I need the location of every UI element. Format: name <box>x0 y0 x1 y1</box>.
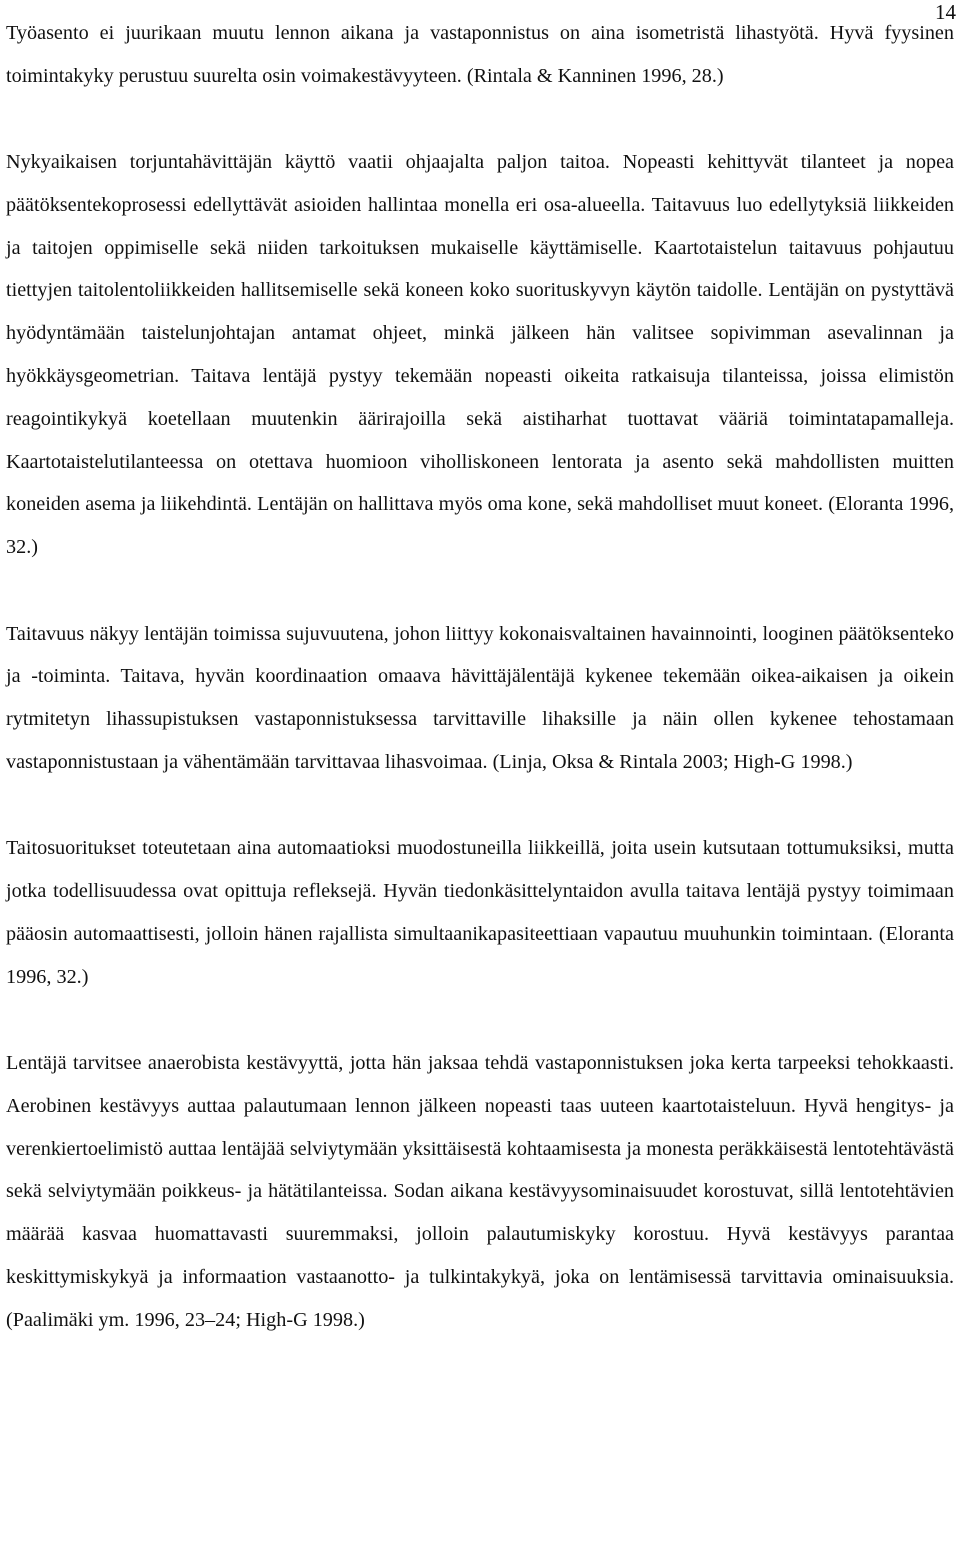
page-number: 14 <box>935 0 956 24</box>
body-text <box>6 12 954 1342</box>
paragraph-1: Työasento ei juurikaan muutu lennon aikana ja vastaponnistus on aina isometristä lihastyötä. Hyvä fyysinen toimintakyky perustuu suurelta osin voimakestävyyteen. (Rintala & Kanninen 1996, 28.) <box>6 22 954 87</box>
paragraph-2: Nykyaikaisen torjuntahävittäjän käyttö vaatii ohjaajalta paljon taitoa. Nopeasti kehittyvät tilanteet ja nopea päätöksentekoprosessi edellyttävät asioiden hallintaa monella eri osa-alueella. Taitavuus luo edellytyksiä liikkeiden ja taitojen oppimiselle sekä niiden tarkoituksen mukaiselle käyttämiselle. Kaartotaistelun taitavuus pohjautuu tiettyjen taitolentoliikkeiden hallitsemiselle sekä koneen koko suorituskyvyn käytön taidolle. Lentäjän on pystyttävä hyödyntämään taistelunjohtajan antamat ohjeet, minkä jälkeen hän valitsee sopivimman asevalinnan ja hyökkäysgeometrian. Taitava lentäjä pystyy tekemään nopeasti oikeita ratkaisuja tilanteissa, joissa elimistön reagointikykyä koetellaan muutenkin äärirajoilla sekä aistiharhat tuottavat vääriä toimintatapamalleja. Kaartotaistelutilanteessa on otettava huomioon viholliskoneen lentorata ja asento sekä mahdollisten muitten koneiden asema ja liikehdintä. Lentäjän on hallittava myös oma kone, sekä mahdolliset muut koneet. (Eloranta 1996, 32.) <box>6 151 954 559</box>
paragraph-3: Taitavuus näkyy lentäjän toimissa sujuvuutena, johon liittyy kokonaisvaltainen havainnointi, looginen päätöksenteko ja -toiminta. Taitava, hyvän koordinaation omaava hävittäjälentäjä kykenee tekemään oikea-aikaisen ja oikein rytmitetyn lihassupistuksen vastaponnistuksessa tarvittaville lihaksille ja näin ollen kykenee tehostamaan vastaponnistustaan ja vähentämään tarvittavaa lihasvoimaa. (Linja, Oksa & Rintala 2003; High-G 1998.) <box>6 622 954 773</box>
paragraph-5: Lentäjä tarvitsee anaerobista kestävyyttä, jotta hän jaksaa tehdä vastaponnistuksen joka kerta tarpeeksi tehokkaasti. Aerobinen kestävyys auttaa palautumaan lennon jälkeen nopeasti taas uuteen kaartotaisteluun. Hyvä hengitys- ja verenkiertoelimistö auttaa lentäjää selviytymään yksittäisestä kohtaamisesta ja monesta peräkkäisestä lentotehtävästä sekä selviytymään poikkeus- ja hätätilanteissa. Sodan aikana kestävyysominaisuudet korostuvat, sillä lentotehtävien määrää kasvaa huomattavasti suuremmaksi, jolloin palautumiskyky korostuu. Hyvä kestävyys parantaa keskittymiskykyä ja informaation vastaanotto- ja tulkintakykyä, joka on lentämisessä tarvittavia ominaisuuksia. (Paalimäki ym. 1996, 23–24; High-G 1998.) <box>6 1051 954 1331</box>
paragraph-4: Taitosuoritukset toteutetaan aina automaatioksi muodostuneilla liikkeillä, joita usein kutsutaan tottumuksiksi, mutta jotka todellisuudessa ovat opittuja refleksejä. Hyvän tiedonkäsittelyntaidon avulla taitava lentäjä pystyy toimimaan pääosin automaattisesti, jolloin hänen rajallista simultaanikapasiteettiaan vapautuu muuhunkin toimintaan. (Eloranta 1996, 32.) <box>6 837 954 988</box>
